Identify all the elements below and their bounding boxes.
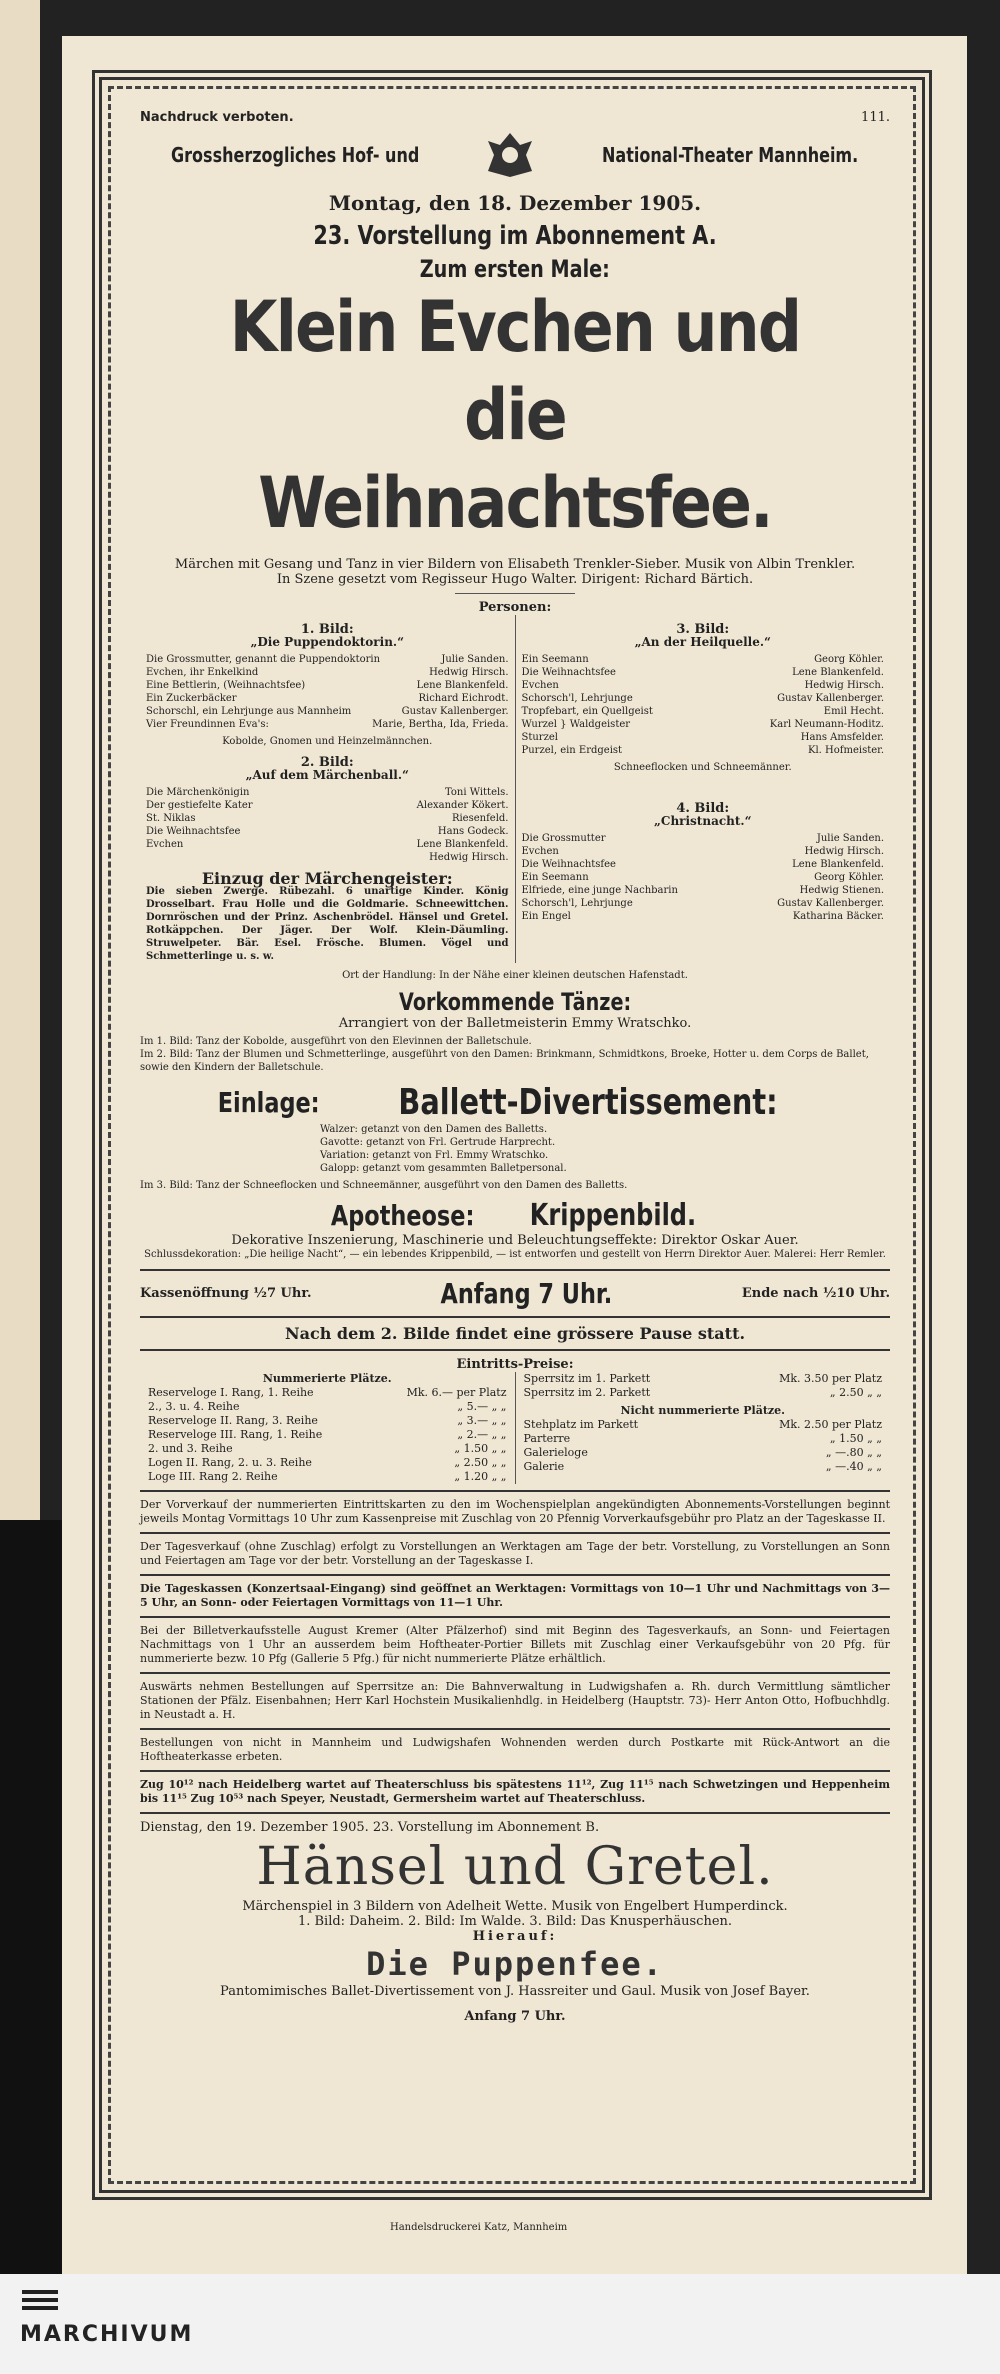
next-bilder: 1. Bild: Daheim. 2. Bild: Im Walde. 3. Bild: Das Knusperhäuschen. [297, 1914, 733, 1929]
dances-heading: Vorkommende Tänze: [398, 988, 632, 1016]
notice-paragraph: Zug 10¹² nach Heidelberg wartet auf Theaterschluss bis spätestens 11¹², Zug 11¹⁵ nach Schwetzingen und Heppenheim bis 11¹⁵ Zug 10⁵³ nach Speyer, Neustadt, Germersheim wartet auf Theaterschluss. [140, 1778, 890, 1805]
cast-row: Die Weihnachtsfee Lene Blankenfeld. [521, 667, 884, 678]
bild4-label: 4. Bild: [676, 801, 730, 816]
bild1-label: 1. Bild: [300, 622, 354, 637]
cast-row: Die Grossmutter Julie Sanden. [521, 833, 884, 844]
performance-date: Montag, den 18. Dezember 1905. [328, 191, 702, 215]
archive-name: MARCHIVUM [20, 2322, 194, 2347]
prices-col-right [516, 1372, 891, 1484]
cast-row: Ein Seemann Georg Köhler. [521, 872, 884, 883]
cast-row: Die Märchenkönigin Toni Wittels. [146, 787, 509, 798]
divider [140, 1269, 890, 1271]
setting: Ort der Handlung: In der Nähe einer kleinen deutschen Hafenstadt. [342, 970, 688, 981]
header-top [140, 110, 890, 125]
notice-paragraph: Bestellungen von nicht in Mannheim und Ludwigshafen Wohnenden werden durch Postkarte mit Rück-Antwort an die Hoftheaterkasse erbeten. [140, 1736, 890, 1763]
cast-row: Purzel, ein Erdgeist Kl. Hofmeister. [521, 745, 884, 756]
divider [140, 1672, 890, 1674]
theater-name [140, 127, 890, 183]
dance-item: Walzer: getanzt von den Damen des Balletts. [320, 1124, 548, 1135]
bild1-name: „Die Puppendoktorin.“ [250, 635, 404, 649]
price-row: Logen II. Rang, 2. u. 3. Reihe „ 2.50 „ „ [148, 1456, 507, 1469]
einlage-label: Einlage: [218, 1086, 320, 1119]
cast-row: Die Weihnachtsfee Hans Godeck. [146, 826, 509, 837]
credits-line1: Märchen mit Gesang und Tanz in vier Bildern von Elisabeth Trenkler-Sieber. Musik von Albin Trenkler. [174, 557, 856, 572]
divider [140, 1490, 890, 1492]
cast-row: Elfriede, eine junge Nachbarin Hedwig Stienen. [521, 885, 884, 896]
performance-number: 23. Vorstellung im Abonnement A. [313, 221, 717, 251]
notice-paragraph: Die Tageskassen (Konzertsaal-Eingang) sind geöffnet an Werktagen: Vormittags von 10—1 Uhr und Nachmittags von 3—5 Uhr, an Sonn- oder Feiertagen Vormittags von 11—1 Uhr. [140, 1582, 890, 1609]
printer-credit: Handelsdruckerei Katz, Mannheim [390, 2222, 568, 2233]
cast-row: Evchen Hedwig Hirsch. [521, 846, 884, 857]
bild1-extra: Kobolde, Gnomen und Heinzelmännchen. [222, 736, 433, 747]
ende: Ende nach ½10 Uhr. [741, 1286, 890, 1301]
prices-col-left [140, 1372, 515, 1484]
prices-heading: Eintritts-Preise: [456, 1357, 574, 1372]
price-row: 2. und 3. Reihe „ 1.50 „ „ [148, 1442, 507, 1455]
cast-row: Schorsch'l, Lehrjunge Gustav Kallenberger. [521, 693, 884, 704]
price-row: Parterre „ 1.50 „ „ [523, 1432, 882, 1445]
divider [455, 593, 575, 594]
schluss: Schlussdekoration: „Die heilige Nacht“, — ein lebendes Krippenbild, — ist entworfen und gestellt von Herrn Direktor Auer. Malerei: Herr Remler. [144, 1249, 886, 1260]
einzug-title: Einzug der Märchengeister: [201, 869, 453, 888]
next-subtitle: Märchenspiel in 3 Bildern von Adelheit Wette. Musik von Engelbert Humperdinck. [242, 1899, 788, 1914]
pause: Nach dem 2. Bilde findet eine grössere Pause statt. [284, 1324, 746, 1343]
einlage [140, 1082, 890, 1123]
price-row: Stehplatz im Parkett Mk. 2.50 per Platz [523, 1418, 882, 1431]
playbill-content [140, 110, 890, 2024]
play-title-line2: Weihnachtsfee. [258, 462, 772, 544]
price-row: Reserveloge II. Rang, 3. Reihe „ 3.— „ „ [148, 1414, 507, 1427]
divider [140, 1770, 890, 1772]
apotheose-title: Krippenbild. [529, 1198, 696, 1233]
hierauf: Hierauf: [472, 1929, 558, 1944]
divider [140, 1532, 890, 1534]
cast-row: Tropfebart, ein Quellgeist Emil Hecht. [521, 706, 884, 717]
price-row: Galerie „ —.40 „ „ [523, 1460, 882, 1473]
bild3-extra: Schneeflocken und Schneemänner. [613, 762, 792, 773]
cast-row: Wurzel } Waldgeister Karl Neumann-Hoditz. [521, 719, 884, 730]
price-row: Reserveloge III. Rang, 1. Reihe „ 2.— „ „ [148, 1428, 507, 1441]
cast-row: Ein Zuckerbäcker Richard Eichrodt. [146, 693, 509, 704]
next-title2: Die Puppenfee. [366, 1945, 664, 1983]
dance-bild2: Im 2. Bild: Tanz der Blumen und Schmetterlinge, ausgeführt von den Damen: Brinkmann, Schmidtkons, Broeke, Hotter u. dem Corps de Ballet, sowie den Kindern der Balletschule. [140, 1049, 869, 1073]
theater-left: Grossherzogliches Hof- und [171, 143, 420, 167]
reprint-notice: Nachdruck verboten. [140, 110, 294, 125]
credits-line2: In Szene gesetzt vom Regisseur Hugo Walter. Dirigent: Richard Bärtich. [276, 572, 754, 587]
dance-bild3: Im 3. Bild: Tanz der Schneeflocken und Schneemänner, ausgeführt von den Damen des Balletts. [140, 1180, 628, 1191]
cast-row: Sturzel Hans Amsfelder. [521, 732, 884, 743]
decor: Dekorative Inszenierung, Maschinerie und Beleuchtungseffekte: Direktor Oskar Auer. [231, 1233, 799, 1248]
next-date: Dienstag, den 19. Dezember 1905. 23. Vorstellung im Abonnement B. [140, 1820, 600, 1835]
cast-columns [140, 615, 890, 963]
divider [140, 1616, 890, 1618]
cast-row: Evchen Hedwig Hirsch. [521, 680, 884, 691]
price-row: Reserveloge I. Rang, 1. Reihe Mk. 6.— per Platz [148, 1386, 507, 1399]
divider [140, 1574, 890, 1576]
dance-item: Variation: getanzt von Frl. Emmy Wratschko. [320, 1150, 549, 1161]
divertissement-list [320, 1123, 890, 1175]
bild2-label: 2. Bild: [300, 755, 354, 770]
cast-col-left [140, 615, 515, 963]
price-row: 2., 3. u. 4. Reihe „ 5.— „ „ [148, 1400, 507, 1413]
next-title: Hänsel und Gretel. [256, 1837, 774, 1897]
bild2-name: „Auf dem Märchenball.“ [245, 768, 409, 782]
dance-bild1: Im 1. Bild: Tanz der Kobolde, ausgeführt von den Elevinnen der Balletschule. [140, 1036, 532, 1047]
prices-columns [140, 1372, 890, 1484]
unnumbered-heading: Nicht nummerierte Plätze. [620, 1404, 786, 1417]
cast-row: Evchen, ihr Enkelkind Hedwig Hirsch. [146, 667, 509, 678]
cast-row: Schorsch'l, Lehrjunge Gustav Kallenberger. [521, 898, 884, 909]
cast-row: Ein Engel Katharina Bäcker. [521, 911, 884, 922]
price-row: Galerieloge „ —.80 „ „ [523, 1446, 882, 1459]
price-row: Sperrsitz im 1. Parkett Mk. 3.50 per Platz [523, 1372, 882, 1385]
play-title-line1: Klein Evchen und die [229, 286, 801, 456]
notice-paragraph: Auswärts nehmen Bestellungen auf Sperrsitze an: Die Bahnverwaltung in Ludwigshafen a. Rh. durch Vermittlung sämtlicher Stationen der Pfälz. Eisenbahnen; Herr Karl Hochstein Musikalienhdlg. in Heidelberg (Hauptstr. 73)- Herr Anton Otto, Hofbuchhdlg. in Neustadt a. H. [140, 1680, 890, 1721]
divider [140, 1316, 890, 1318]
notice-paragraph: Der Tagesverkauf (ohne Zuschlag) erfolgt zu Vorstellungen an Werktagen am Tage der betr. Vorstellung, zu Vorstellungen an Sonn und Feiertagen am Tage vor der betr. Vorstellung an der Tageskasse I. [140, 1540, 890, 1567]
next-subtitle2: Pantomimisches Ballet-Divertissement von J. Hassreiter und Gaul. Musik von Josef Bayer. [220, 1984, 810, 1999]
dance-item: Gavotte: getanzt von Frl. Gertrude Harprecht. [320, 1137, 556, 1148]
notice-paragraph: Der Vorverkauf der nummerierten Eintrittskarten zu den im Wochenspielplan angekündigten Abonnements-Vorstellungen beginnt jeweils Montag Vormittags 10 Uhr zum Kassenpreise mit Zuschlag von 20 Pfennig Vorverkaufsgebühr pro Platz an der Tageskasse II. [140, 1498, 890, 1525]
numbered-heading: Nummerierte Plätze. [262, 1372, 392, 1385]
divider [140, 1812, 890, 1814]
cast-row: Ein Seemann Georg Köhler. [521, 654, 884, 665]
kasse: Kassenöffnung ½7 Uhr. [140, 1286, 312, 1301]
price-row: Sperrsitz im 2. Parkett „ 2.50 „ „ [523, 1386, 882, 1399]
dances-arranged: Arrangiert von der Balletmeisterin Emmy Wratschko. [338, 1016, 692, 1031]
bild3-name: „An der Heilquelle.“ [634, 635, 771, 649]
archive-logo-icon [22, 2290, 58, 2316]
cast-row: Die Weihnachtsfee Lene Blankenfeld. [521, 859, 884, 870]
times-row [140, 1277, 890, 1310]
einlage-title: Ballett-Divertissement: [398, 1082, 778, 1123]
bild3-label: 3. Bild: [676, 622, 730, 637]
cast-row: St. Niklas Riesenfeld. [146, 813, 509, 824]
divider [140, 1728, 890, 1730]
cast-row: Der gestiefelte Kater Alexander Kökert. [146, 800, 509, 811]
bild4-name: „Christnacht.“ [653, 814, 752, 828]
notice-paragraph: Bei der Billetverkaufsstelle August Kremer (Alter Pfälzerhof) sind mit Beginn des Tagesverkaufs, an Sonn- und Feiertagen Nachmittags von 1 Uhr an ausserdem beim Hoftheater-Portier Billets mit Zuschlag einer Verkaufsgebühr von 20 Pfg. für nummerierte bezw. 10 Pfg (Gallerie 5 Pfg.) für nicht nummerierte Plätze erhältlich. [140, 1624, 890, 1665]
cast-row: Vier Freundinnen Eva's: Marie, Bertha, Ida, Frieda. [146, 719, 509, 730]
scan-edge [0, 0, 40, 1530]
crest-icon [482, 127, 538, 183]
anfang: Anfang 7 Uhr. [440, 1277, 613, 1310]
theater-right: National-Theater Mannheim. [601, 143, 858, 167]
cast-row: Evchen Lene Blankenfeld. [146, 839, 509, 850]
apotheose-label: Apotheose: [331, 1199, 475, 1232]
einzug-text: Die sieben Zwerge. Rübezahl. 6 unartige Kinder. König Drosselbart. Frau Holle und die Goldmarie. Schneewittchen. Dornröschen und der Prinz. Aschenbrödel. Hänsel und Gretel. Rotkäppchen. Der Jäger. Der Wolf. Klein-Däumling. Struwelpeter. Bär. Esel. Frösche. Blumen. Vögel und Schmetterlinge u. s. w. [146, 886, 509, 962]
divider [140, 1349, 890, 1351]
price-row: Loge III. Rang 2. Reihe „ 1.20 „ „ [148, 1470, 507, 1483]
apotheose [140, 1198, 890, 1233]
page-number: 111. [861, 110, 890, 125]
cast-col-right [516, 615, 891, 963]
cast-row: Schorschl, ein Lehrjunge aus Mannheim Gustav Kallenberger. [146, 706, 509, 717]
premiere-label: Zum ersten Male: [419, 255, 611, 283]
next-anfang: Anfang 7 Uhr. [464, 2009, 566, 2024]
cast-row: Hedwig Hirsch. [429, 852, 509, 863]
cast-row: Eine Bettlerin, (Weihnachtsfee) Lene Blankenfeld. [146, 680, 509, 691]
cast-row: Die Grossmutter, genannt die Puppendoktorin Julie Sanden. [146, 654, 509, 665]
cast-heading: Personen: [478, 600, 552, 615]
dance-item: Galopp: getanzt vom gesammten Balletpersonal. [320, 1163, 567, 1174]
